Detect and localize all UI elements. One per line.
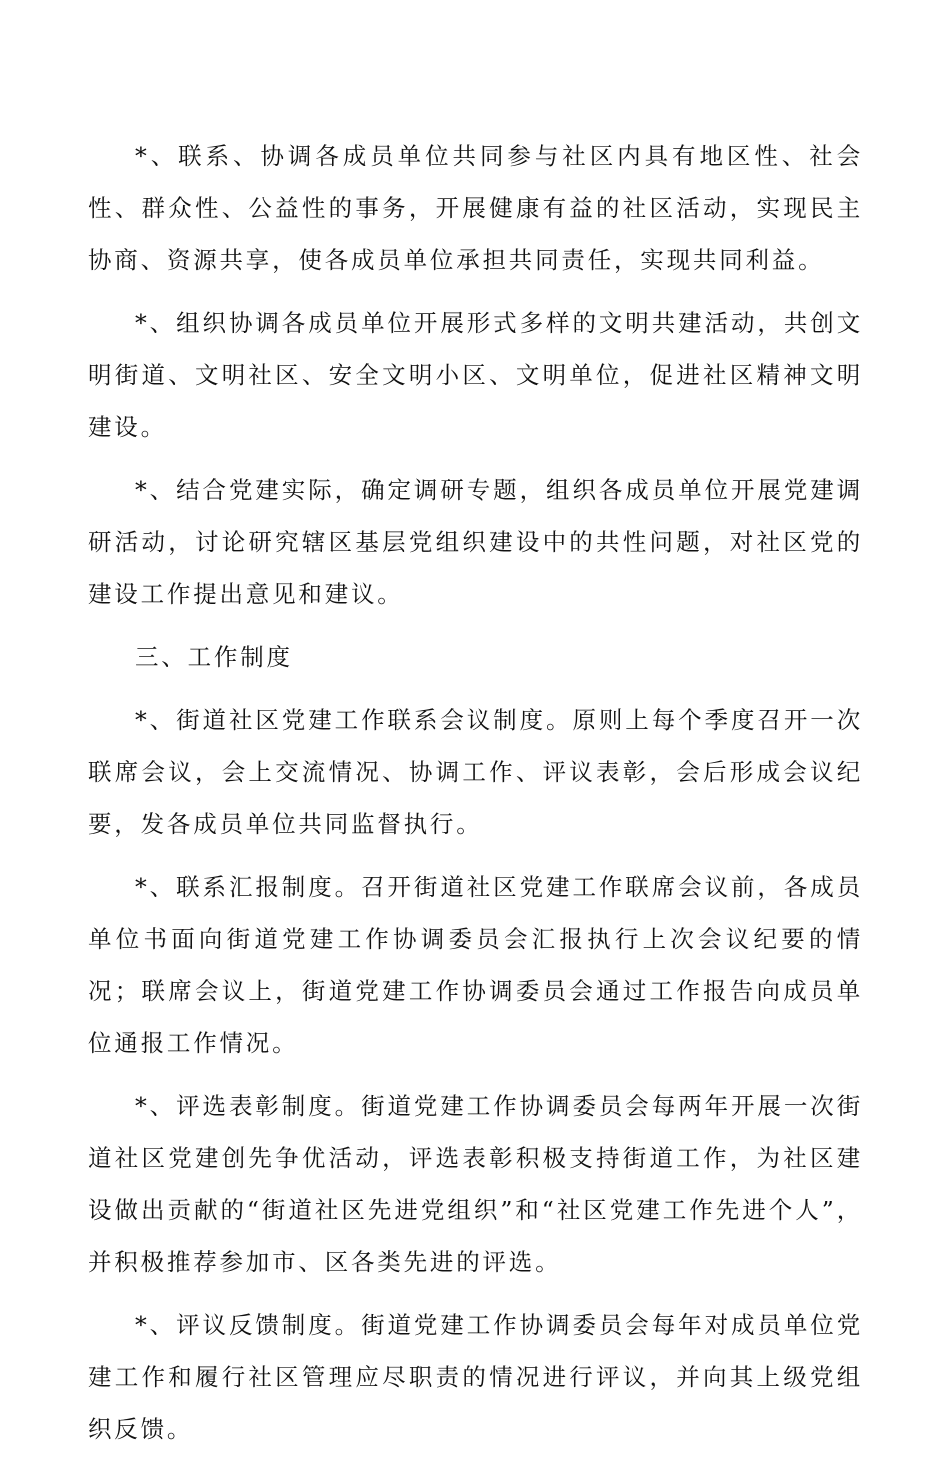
- paragraph-party-research: *、结合党建实际，确定调研专题，组织各成员单位开展党建调研活动，讨论研究辖区基层党组织建设中的共性问题，对社区党的建设工作提出意见和建议。: [88, 476, 863, 608]
- paragraph-joint-meeting-system: *、街道社区党建工作联系会议制度。原则上每个季度召开一次联席会议，会上交流情况、协调工作、评议表彰，会后形成会议纪要，发各成员单位共同监督执行。: [88, 706, 863, 838]
- paragraph-commendation-system: *、评选表彰制度。街道党建工作协调委员会每两年开展一次街道社区党建创先争优活动，评选表彰积极支持街道工作，为社区建设做出贡献的“街道社区先进党组织”和“社区党建工作先进个人”，并积极推荐参加市、区各类先进的评选。: [88, 1092, 863, 1276]
- paragraph-reporting-system: *、联系汇报制度。召开街道社区党建工作联席会议前，各成员单位书面向街道党建工作协调委员会汇报执行上次会议纪要的情况；联席会议上，街道党建工作协调委员会通过工作报告向成员单位通报工作情况。: [88, 873, 863, 1057]
- document-page: [88, 130, 863, 1466]
- section-heading: 三、工作制度: [135, 643, 293, 671]
- paragraph-civilization-building: *、组织协调各成员单位开展形式多样的文明共建活动，共创文明街道、文明社区、安全文明小区、文明单位，促进社区精神文明建设。: [88, 309, 863, 441]
- paragraph-feedback-system: *、评议反馈制度。街道党建工作协调委员会每年对成员单位党建工作和履行社区管理应尽职责的情况进行评议，并向其上级党组织反馈。: [88, 1311, 863, 1443]
- paragraph-liaison-coordination: *、联系、协调各成员单位共同参与社区内具有地区性、社会性、群众性、公益性的事务，开展健康有益的社区活动，实现民主协商、资源共享，使各成员单位承担共同责任，实现共同利益。: [88, 142, 863, 274]
